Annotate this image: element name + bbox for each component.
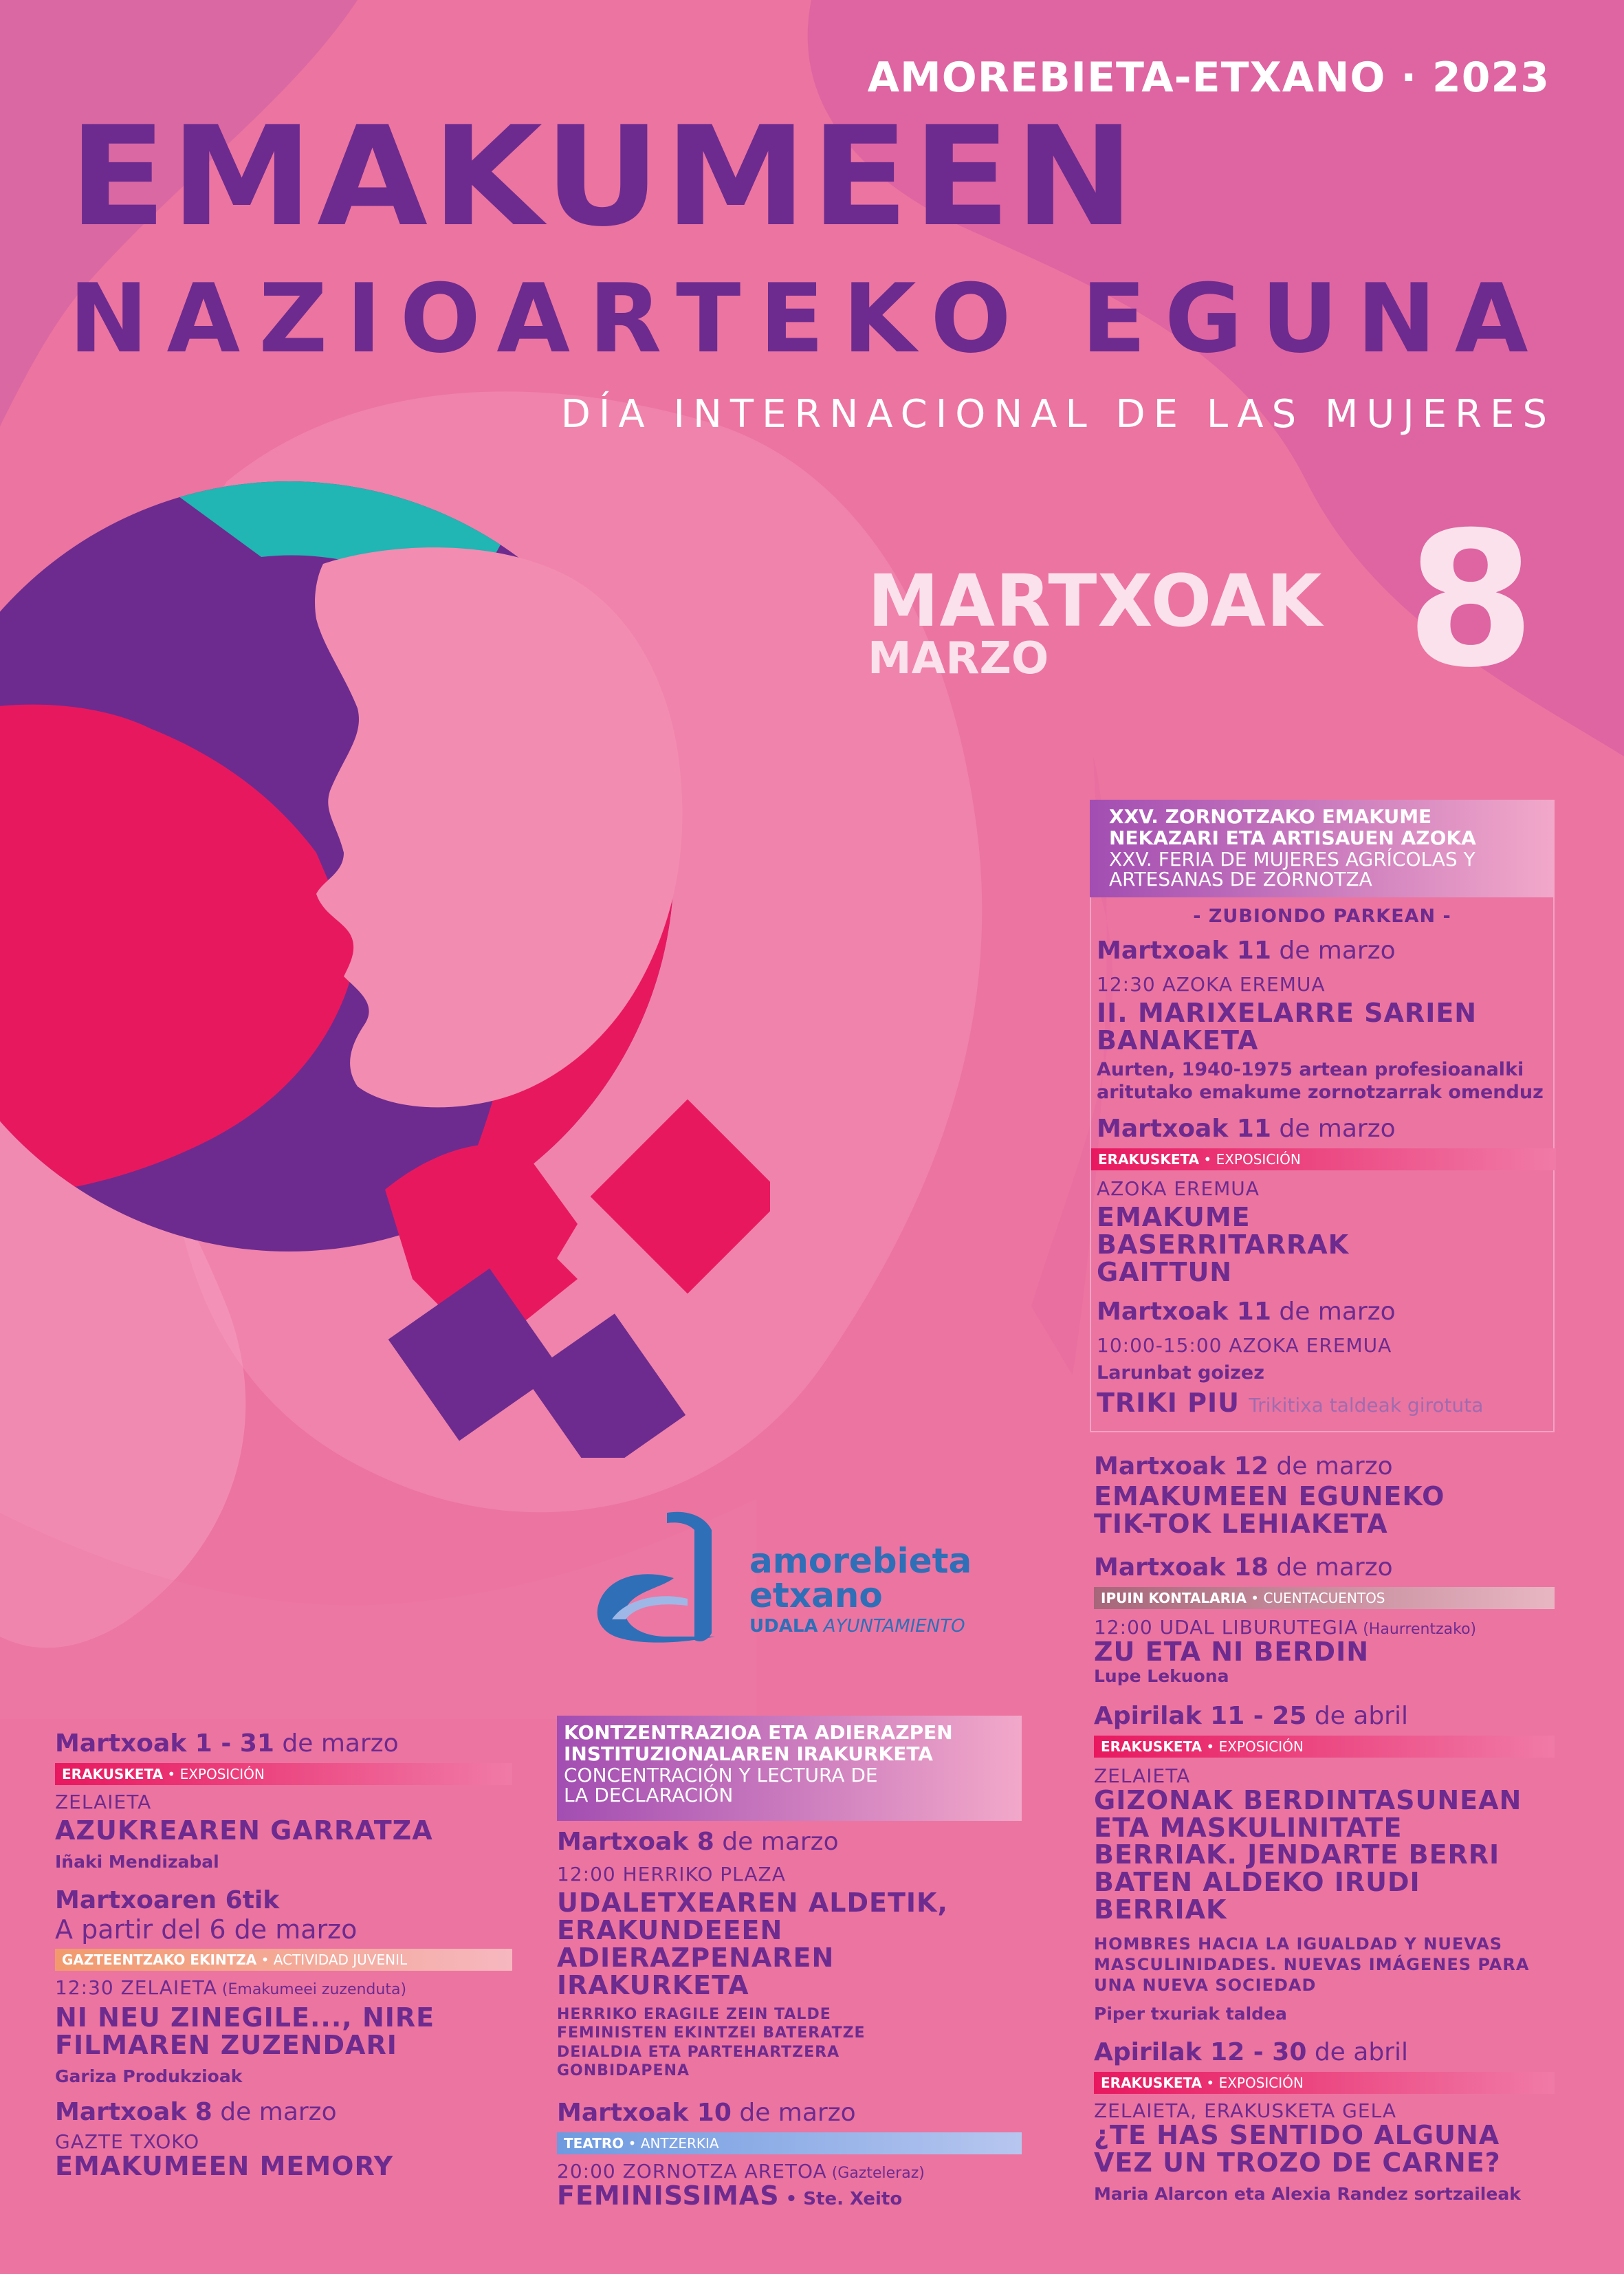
event-date: Martxoak 8 de marzo (557, 1828, 839, 1856)
middle-header-basque: KONTZENTRAZIOA ETA ADIERAZPEN INSTITUZIONALAREN IRAKURKETA (564, 1721, 953, 1765)
event-place: ZELAIETA, ERAKUSKETA GELA (1094, 2099, 1396, 2123)
event-place: 12:30 ZELAIETA (Emakumeei zuzenduta) (55, 1976, 407, 1999)
event-title-note: Trikitixa taldeak girotuta (1249, 1394, 1484, 1417)
event-title-note: • Ste. Xeito (779, 2188, 903, 2209)
right-event-masculinities (1094, 1702, 1555, 2024)
event-title: EMAKUMEEN EGUNEKO TIK-TOK LEHIAKETA (1094, 1481, 1445, 1539)
right-event-storytelling (1094, 1553, 1555, 1687)
middle-event-theatre (557, 2099, 1022, 2210)
event-date: Apirilak 11 - 25 de abril (1094, 1701, 1408, 1730)
fair-event-1 (1091, 937, 1553, 1104)
event-category-tag: ERAKUSKETA • EXPOSICIÓN (1091, 1148, 1556, 1170)
event-title-row (557, 2180, 1022, 2211)
fair-header (1090, 800, 1555, 897)
event-note: Iñaki Mendizabal (55, 1851, 219, 1872)
right-event-tiktok (1094, 1452, 1555, 1538)
right-event-exhibition-carne (1094, 2038, 1555, 2205)
city-name: AMOREBIETA-ETXANO · (867, 54, 1432, 102)
fair-event-2 (1091, 1115, 1553, 1287)
event-title: UDALETXEAREN ALDETIK, ERAKUNDEEEN ADIERAZPENAREN IRAKURKETA (557, 1888, 948, 2000)
middle-event-declaration (557, 1828, 1022, 2081)
event-title: TRIKI PIU (1097, 1388, 1240, 1418)
middle-header-spanish: CONCENTRACIÓN Y LECTURA DE LA DECLARACIÓN (564, 1763, 878, 1806)
city-year (868, 54, 1550, 102)
right-events (1094, 1452, 1555, 2205)
year: 2023 (1432, 54, 1550, 102)
event-note: Gariza Produkzioak (55, 2066, 243, 2086)
middle-header (557, 1716, 1022, 1821)
event-category-tag: GAZTEENTZAKO EKINTZA • ACTIVIDAD JUVENIL (55, 1949, 512, 1971)
event-place: GAZTE TXOKO (55, 2130, 200, 2153)
logo-name-line2: etxano (749, 1575, 883, 1615)
event-category-tag: ERAKUSKETA • EXPOSICIÓN (1094, 1736, 1555, 1758)
event-date-spanish: A partir del 6 de marzo (55, 1914, 358, 1945)
event-date: Martxoak 8 de marzo (55, 2097, 337, 2126)
event-place: ZELAIETA (1094, 1764, 1191, 1787)
event-date: Martxoak 10 de marzo (557, 2098, 856, 2127)
fair-box (1090, 800, 1555, 1432)
event-title: AZUKREAREN GARRATZA (55, 1815, 433, 1846)
left-event-memory (55, 2098, 512, 2180)
event-title: ¿TE HAS SENTIDO ALGUNA VEZ UN TROZO DE CARNE? (1094, 2120, 1501, 2178)
subtitle-spanish: DÍA INTERNACIONAL DE LAS MUJERES (560, 392, 1555, 437)
event-place: AZOKA EREMUA (1097, 1177, 1260, 1200)
event-place: 10:00-15:00 AZOKA EREMUA (1097, 1333, 1392, 1357)
event-description: HERRIKO ERAGILE ZEIN TALDE FEMINISTEN EKINTZEI BATERATZE DEIALDIA ETA PARTEHARTZERA GONBIDAPENA (557, 2005, 866, 2080)
event-date: Martxoak 1 - 31 de marzo (55, 1729, 399, 1758)
event-note: Maria Alarcon eta Alexia Randez sortzaileak (1094, 2183, 1521, 2204)
event-category-tag: IPUIN KONTALARIA • CUENTACUENTOS (1094, 1587, 1555, 1609)
event-note: Larunbat goizez (1097, 1362, 1264, 1384)
event-date: Martxoak 12 de marzo (1094, 1452, 1393, 1480)
date-month-spanish: MARZO (868, 633, 1049, 684)
event-category-tag: TEATRO • ANTZERKIA (557, 2132, 1022, 2154)
date-month-basque: MARTXOAK (868, 559, 1323, 643)
fair-header-basque: XXV. ZORNOTZAKO EMAKUME NEKAZARI ETA ARTISAUEN AZOKA (1109, 805, 1476, 849)
event-title: II. MARIXELARRE SARIEN BANAKETA (1097, 998, 1478, 1056)
event-place: 12:00 HERRIKO PLAZA (557, 1863, 786, 1885)
event-category-tag: ERAKUSKETA • EXPOSICIÓN (1094, 2072, 1555, 2094)
logo-name-line1: amorebieta (749, 1541, 972, 1581)
event-category-tag: ERAKUSKETA • EXPOSICIÓN (55, 1763, 512, 1785)
middle-events (557, 1716, 1022, 2209)
fair-header-spanish: XXV. FERIA DE MUJERES AGRÍCOLAS Y ARTESANAS DE ZORNOTZA (1109, 847, 1475, 890)
event-title: ZU ETA NI BERDIN (1094, 1636, 1370, 1667)
logo-emblem-icon (584, 1502, 736, 1647)
event-title: GIZONAK BERDINTASUNEAN ETA MASKULINITATE BERRIAK. JENDARTE BERRI BATEN ALDEKO IRUDI BERRIAK (1094, 1784, 1522, 1925)
event-date: Apirilak 12 - 30 de abril (1094, 2038, 1408, 2067)
fair-event-3 (1091, 1298, 1553, 1417)
woman-symbol-illustration (0, 468, 770, 1458)
left-events (55, 1729, 512, 2180)
event-note: Lupe Lekuona (1094, 1665, 1229, 1686)
logo-subtitle (749, 1616, 965, 1637)
event-date: Martxoak 11 de marzo (1097, 937, 1396, 965)
fair-location: - ZUBIONDO PARKEAN - (1193, 906, 1451, 928)
event-note: Piper txuriak taldea (1094, 2004, 1287, 2024)
event-date: Martxoak 11 de marzo (1097, 1297, 1396, 1326)
event-place: 12:30 AZOKA EREMUA (1097, 973, 1326, 996)
left-event-youth (55, 1886, 512, 2087)
event-title: FEMINISSIMAS (557, 2180, 780, 2211)
event-title: EMAKUME BASERRITARRAK GAITTUN (1097, 1201, 1350, 1287)
event-title: NI NEU ZINEGILE..., NIRE FILMAREN ZUZENDARI (55, 2002, 435, 2060)
event-title: EMAKUMEEN MEMORY (55, 2150, 394, 2181)
event-description: Aurten, 1940-1975 artean profesioanalki aritutako emakume zornotzarrak omenduz (1097, 1059, 1544, 1103)
event-date: Martxoak 18 de marzo (1094, 1553, 1393, 1582)
main-title-line2: NAZIOARTEKO EGUNA (69, 263, 1547, 374)
main-title-line1: EMAKUMEEN (69, 97, 1139, 257)
event-place: 12:00 UDAL LIBURUTEGIA (Haurrentzako) (1094, 1615, 1477, 1639)
left-event-exhibition (55, 1729, 512, 1872)
date-day: 8 (1406, 492, 1535, 708)
event-date: Martxoaren 6tik (55, 1885, 280, 1914)
event-date: Martxoak 11 de marzo (1097, 1114, 1396, 1143)
event-title-row (1097, 1390, 1553, 1417)
logo-udala: UDALA (749, 1616, 818, 1637)
event-place: ZELAIETA (55, 1791, 152, 1813)
logo-ayuntamiento: AYUNTAMIENTO (823, 1616, 965, 1637)
event-description: HOMBRES HACIA LA IGUALDAD Y NUEVAS MASCULINIDADES. NUEVAS IMÁGENES PARA UNA NUEVA SOCIEDAD (1094, 1934, 1530, 1996)
event-place: 20:00 ZORNOTZA ARETOA (Gazteleraz) (557, 2159, 925, 2183)
municipality-logo (584, 1502, 983, 1647)
